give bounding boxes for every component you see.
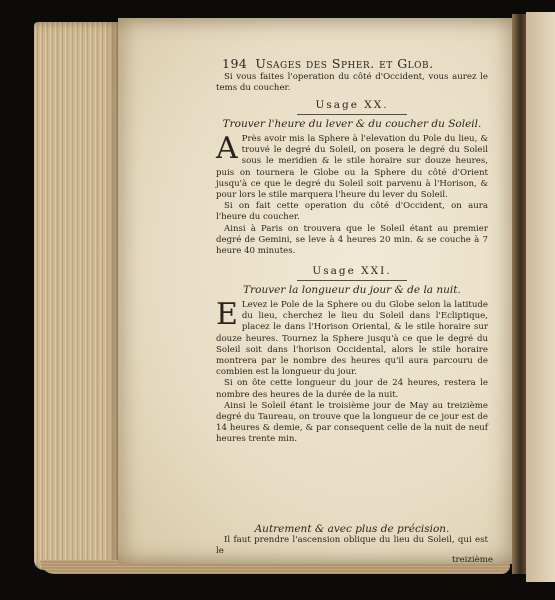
running-title: Usages des Spher. et Glob. — [255, 56, 434, 71]
page-number: 194 — [222, 56, 248, 71]
section-body: E Levez le Pole de la Sphere ou du Globe selon la latitude du lieu, cherchez le lieu du Soleil dans l'Ecliptique, placez le dans l'Horison Oriental, & le stile horaire sur douze heures. Tournez la Sphere jusqu'à ce que le degré du Soleil soit dans l'horison Occidental, alors le stile horaire montrera par le nombre des heures qu'il aura parcouru de combien est la longueur du jour. Si on ôte cette longueur du jour de 24 heures, restera le nombre des heures de la durée de la nuit. Ainsi le Soleil étant le troisième jour de May au treizième degré du Taureau, on trouve que la longueur de ce jour est de 14 heures & demie, & par consequent celle de la nuit de neuf heures trente min. — [216, 297, 488, 445]
section-title: Trouver l'heure du lever & du coucher du Soleil. — [222, 118, 482, 130]
running-head — [222, 56, 492, 71]
intro-paragraph: Si vous faites l'operation du côté d'Occident, vous aurez le tems du coucher. — [216, 72, 488, 94]
section-heading: Usage XXI. — [312, 265, 392, 277]
drop-cap: E — [216, 297, 238, 332]
catchword: treizième — [452, 555, 493, 565]
section-title: Autrement & avec plus de précision. — [254, 523, 450, 535]
section-body: Il faut prendre l'ascension oblique du lieu du Soleil, qui est le — [216, 535, 488, 557]
section-autrement — [216, 523, 488, 557]
section-heading: Usage XX. — [315, 99, 389, 111]
section-usage-20 — [216, 99, 488, 257]
section-usage-21 — [216, 265, 488, 446]
section-body: A Près avoir mis la Sphere à l'elevation du Pole du lieu, & trouvé le degré du Soleil, on posera le degré du Soleil sous le meridien & le stile horaire sur douze heures, puis on tournera le Globe ou la Sphere du côté d'Orient jusqu'à ce que le degré du Soleil soit parvenu à l'Horison, & pour lors le stile marquera l'heure du lever du Soleil. Si on fait cette operation du côté d'Occident, on aura l'heure du coucher. Ainsi à Paris on trouvera que le Soleil étant au premier degré de Gemini, se leve à 4 heures 20 min. & se couche à 7 heure 40 minutes. — [216, 131, 488, 257]
divider — [297, 280, 407, 281]
drop-cap: A — [216, 131, 238, 166]
divider — [297, 114, 407, 115]
right-page-edge — [526, 12, 555, 582]
page-edges — [34, 22, 120, 570]
section-title: Trouver la longueur du jour & de la nuit. — [243, 284, 461, 296]
